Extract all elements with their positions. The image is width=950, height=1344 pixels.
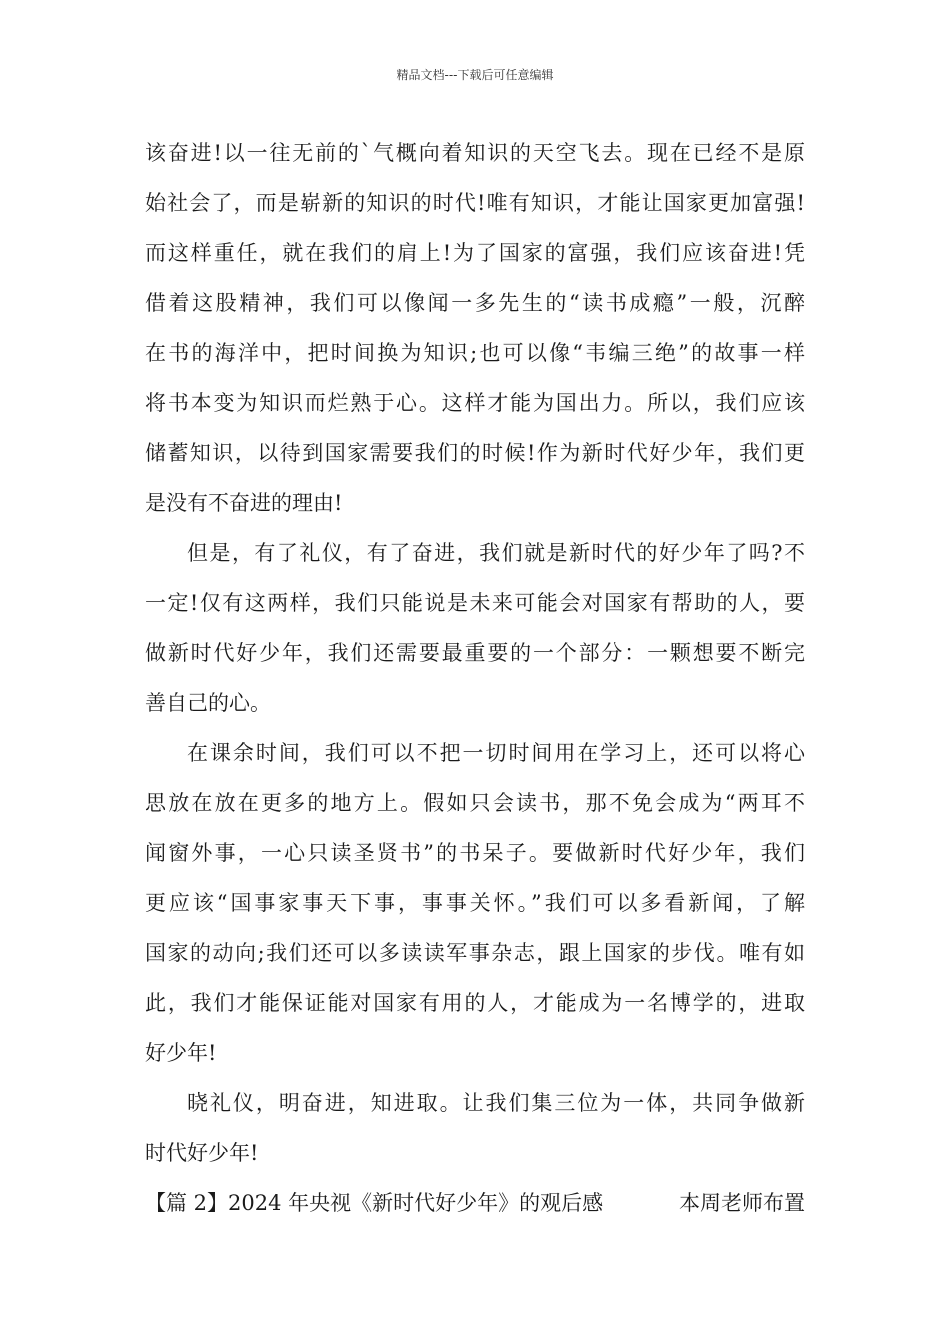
paragraph (145, 1078, 805, 1178)
text-line: 始社会了，而是崭新的知识的时代!唯有知识，才能让国家更加富强! (145, 191, 805, 215)
section-heading (145, 1178, 805, 1228)
text-line: 在课余时间，我们可以不把一切时间用在学习上，还可以将心 (187, 741, 805, 765)
text-line: 好少年! (145, 1041, 217, 1065)
text-line: 该奋进!以一往无前的`气概向着知识的天空飞去。现在已经不是原 (145, 141, 805, 165)
paragraph (145, 128, 805, 528)
paragraph (145, 528, 805, 728)
document-body (145, 128, 805, 1228)
text-line: 但是，有了礼仪，有了奋进，我们就是新时代的好少年了吗?不 (187, 541, 805, 565)
text-line: 更应该“国事家事天下事，事事关怀。”我们可以多看新闻，了解 (145, 891, 805, 915)
text-line: 晓礼仪，明奋进，知进取。让我们集三位为一体，共同争做新 (187, 1091, 805, 1115)
text-line: 将书本变为知识而烂熟于心。这样才能为国出力。所以，我们应该 (145, 391, 805, 415)
text-line: 时代好少年! (145, 1141, 259, 1165)
paragraph (145, 728, 805, 1078)
text-line: 一定!仅有这两样，我们只能说是未来可能会对国家有帮助的人，要 (145, 591, 805, 615)
text-line: 在书的海洋中，把时间换为知识;也可以像“韦编三绝”的故事一样 (145, 341, 805, 365)
text-line: 闻窗外事，一心只读圣贤书”的书呆子。要做新时代好少年，我们 (145, 841, 805, 865)
text-line: 做新时代好少年，我们还需要最重要的一个部分：一颗想要不断完 (145, 641, 805, 665)
text-line: 储蓄知识，以待到国家需要我们的时候!作为新时代好少年，我们更 (145, 441, 805, 465)
text-line: 国家的动向;我们还可以多读读军事杂志，跟上国家的步伐。唯有如 (145, 941, 805, 965)
section-trailing-text: 本周老师布置 (679, 1191, 805, 1215)
text-line: 借着这股精神，我们可以像闻一多先生的“读书成瘾”一般，沉醉 (145, 291, 805, 315)
section-title: 【篇 2】2024 年央视《新时代好少年》的观后感 (145, 1191, 604, 1215)
text-line: 此，我们才能保证能对国家有用的人，才能成为一名博学的，进取 (145, 991, 805, 1015)
page-header: 精品文档---下载后可任意编辑 (396, 68, 554, 82)
text-line: 善自己的心。 (145, 691, 271, 715)
text-line: 是没有不奋进的理由! (145, 491, 343, 515)
text-line: 而这样重任，就在我们的肩上!为了国家的富强，我们应该奋进!凭 (145, 241, 805, 265)
text-line: 思放在放在更多的地方上。假如只会读书，那不免会成为“两耳不 (145, 791, 805, 815)
